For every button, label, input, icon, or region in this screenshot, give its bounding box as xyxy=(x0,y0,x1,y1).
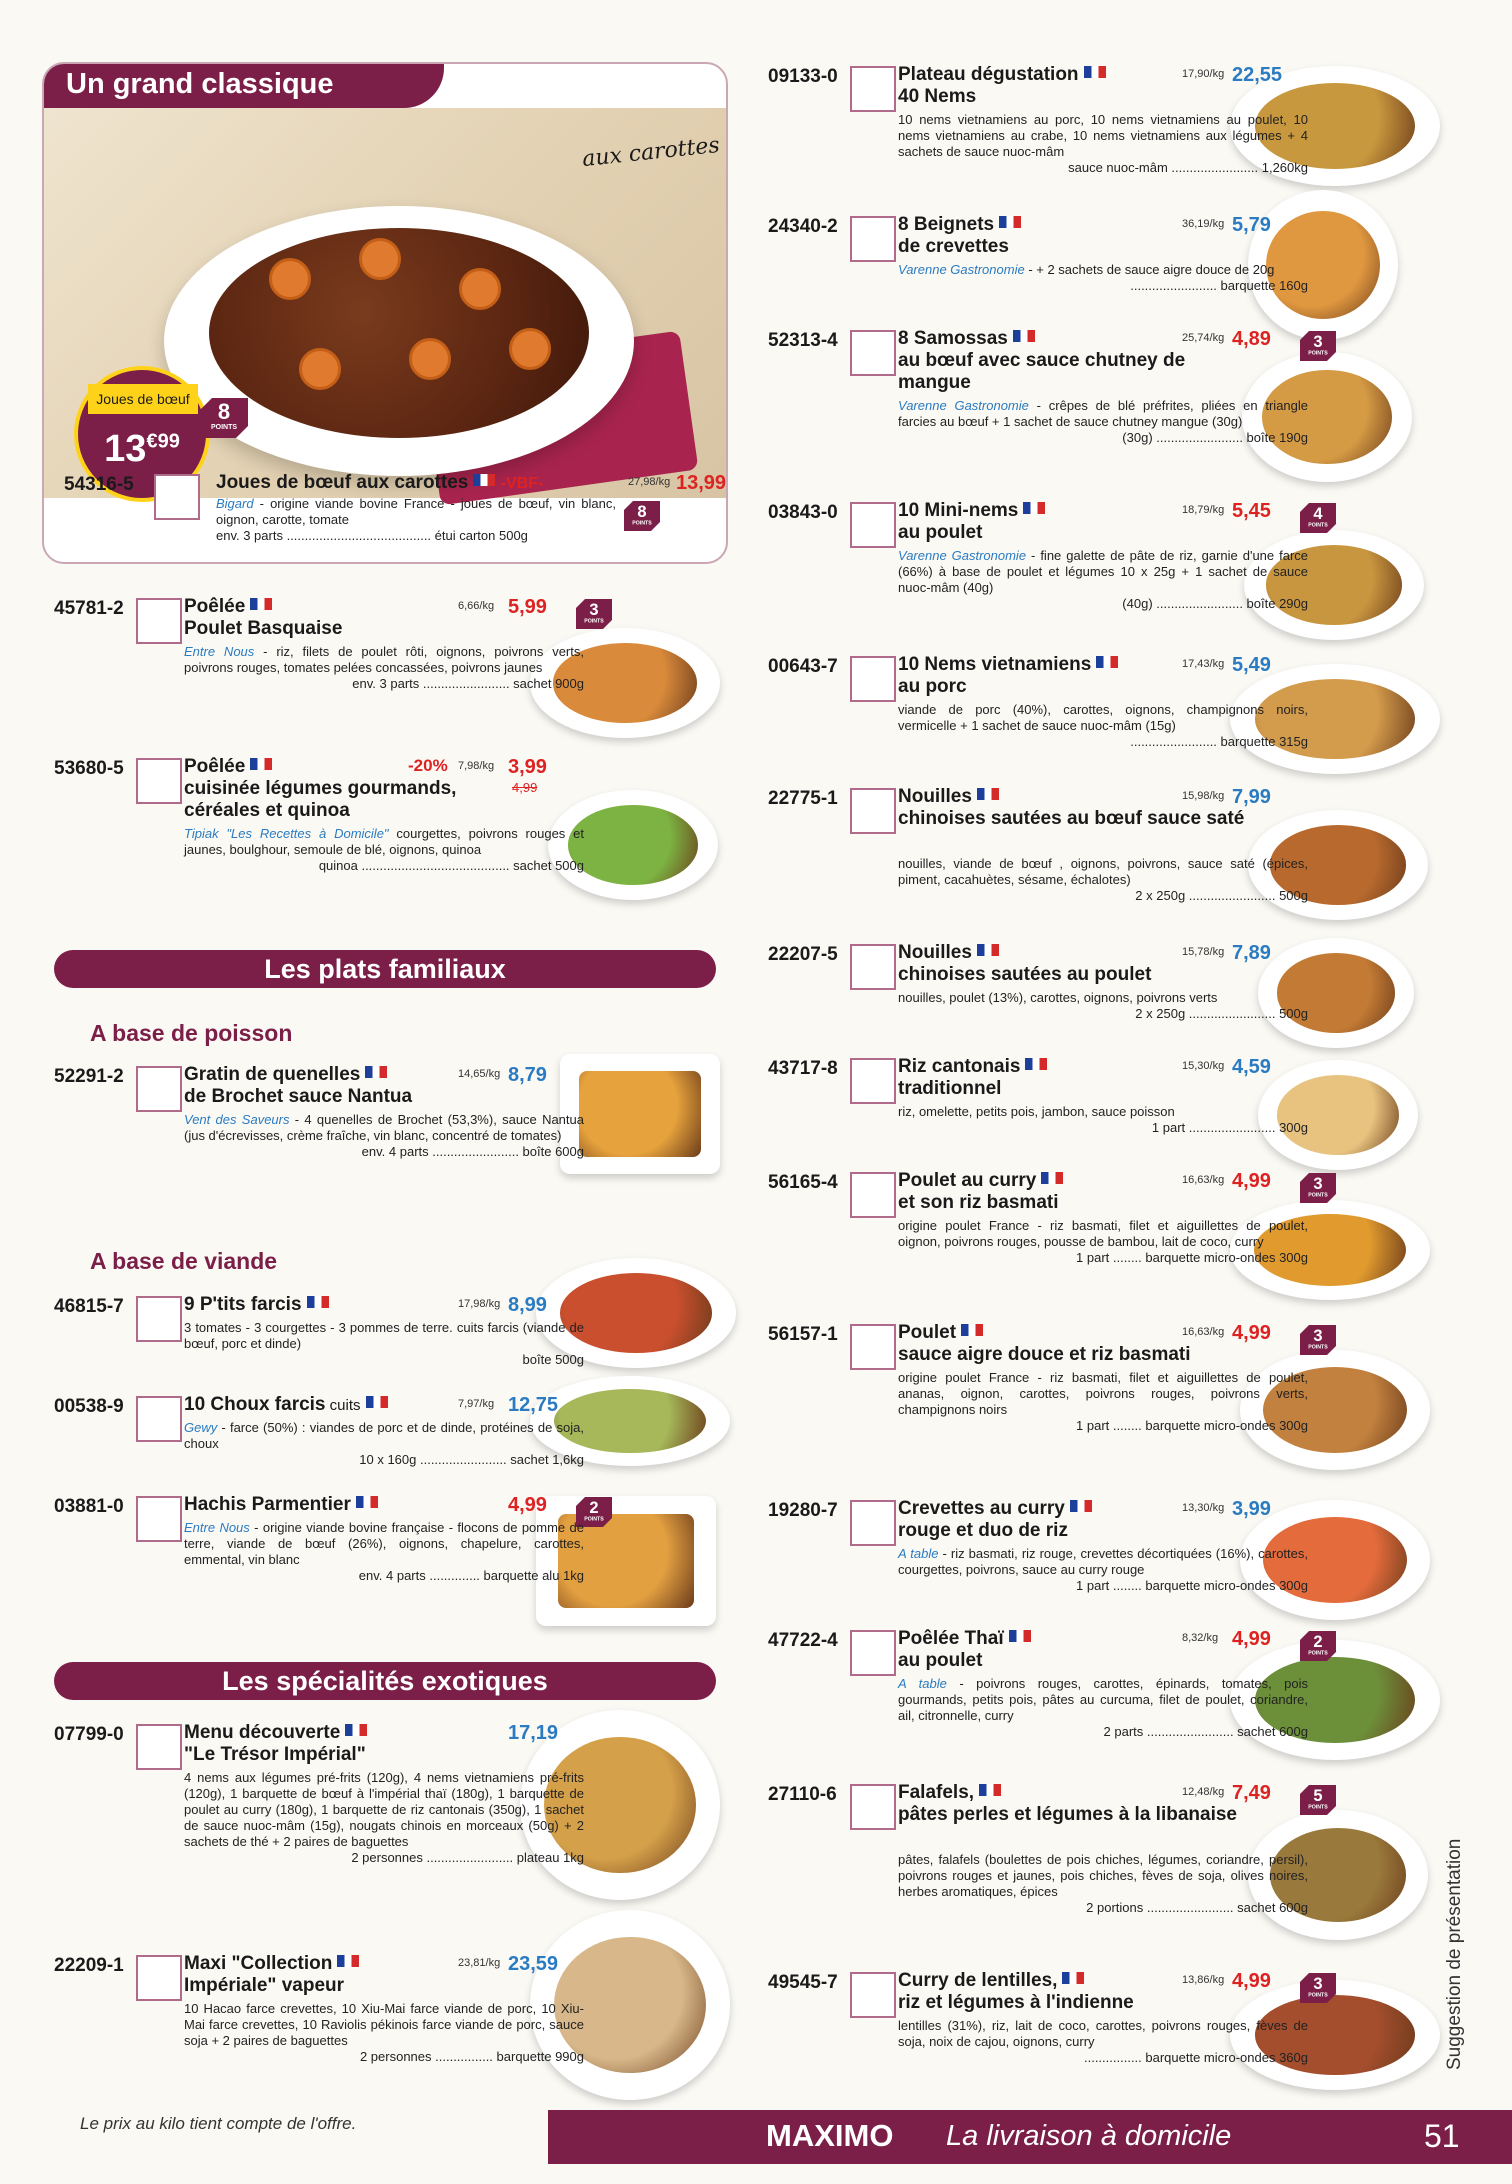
product-description: lentilles (31%), riz, lait de coco, carottes, poivrons rouges, fèves de soja, noix de cajou, oignons, curry ................ barquette micro-ondes 360g xyxy=(898,2018,1308,2065)
france-flag-icon xyxy=(366,1396,388,1408)
france-flag-icon xyxy=(356,1496,378,1508)
product-code: 47722-4 xyxy=(768,1630,838,1651)
product-price: 4,99 xyxy=(1232,1170,1271,1192)
product-price: 13,99 xyxy=(676,472,727,494)
france-flag-icon xyxy=(1070,1500,1092,1512)
hero-card xyxy=(42,62,728,564)
footnote: Le prix au kilo tient compte de l'offre. xyxy=(80,2114,357,2133)
product-name: 8 Samossas au bœuf avec sauce chutney de mangue xyxy=(898,328,1186,393)
price-per-kilo: 17,90/kg xyxy=(1182,68,1225,80)
product-name: 9 P'tits farcis xyxy=(184,1294,534,1316)
product-price: 5,45 xyxy=(1232,500,1271,522)
product-price: 4,89 xyxy=(1232,328,1271,350)
order-checkbox[interactable] xyxy=(850,788,896,834)
page-number: 51 xyxy=(1424,2118,1460,2154)
product-name: Poêlée Thaï au poulet xyxy=(898,1628,1258,1672)
product-photo xyxy=(560,1054,720,1174)
carrot-shape xyxy=(409,338,451,380)
price-per-kilo: 27,98/kg xyxy=(628,476,671,488)
subsection-poisson: A base de poisson xyxy=(90,1020,293,1046)
price-per-kilo: 13,86/kg xyxy=(1182,1974,1225,1986)
product-description: 4 nems aux légumes pré-frits (120g), 4 nems vietnamiens pré-frits (120g), 1 barquette de bœuf à l'impérial thaï (180g), 1 barquette de poulet au curry (180g), 1 barquette de riz cantonais (350g), 1 sachet de sauce nuoc-mâm (15g), nougats chinois en morceaux (50g) + 2 sachets de thé + 2 paires de baguettes 2 personnes ........................ plateau 1kg xyxy=(184,1770,584,1865)
product-name: Poulet au curry et son riz basmati xyxy=(898,1170,1258,1214)
product-code: 19280-7 xyxy=(768,1500,838,1521)
order-checkbox[interactable] xyxy=(136,1396,182,1442)
product-description: origine poulet France - riz basmati, filet et aiguillettes de poulet, ananas, oignon, carottes, poivrons rouges, poivrons verts, champignons noirs 1 part ........ barquette micro-ondes 300g xyxy=(898,1370,1308,1433)
order-checkbox[interactable] xyxy=(850,1784,896,1830)
section-specialites-exotiques: Les spécialités exotiques xyxy=(54,1662,716,1700)
france-flag-icon xyxy=(337,1955,359,1967)
product-code: 03843-0 xyxy=(768,502,838,523)
section-plats-familiaux: Les plats familiaux xyxy=(54,950,716,988)
product-code: 00643-7 xyxy=(768,656,838,677)
carrot-shape xyxy=(269,258,311,300)
product-price: 4,99 xyxy=(508,1494,547,1516)
footer-bar xyxy=(548,2110,1512,2164)
points-badge: 8 POINTS xyxy=(624,501,660,531)
product-code: 56165-4 xyxy=(768,1172,838,1193)
france-flag-icon xyxy=(961,1324,983,1336)
product-description: A table - riz basmati, riz rouge, crevettes décortiquées (16%), carottes, courgettes, poivrons, sauce au curry rouge 1 part ........ barquette micro-ondes 300g xyxy=(898,1546,1308,1593)
product-description: origine poulet France - riz basmati, filet et aiguillettes de poulet, oignon, poivrons rouges, pousse de bambou, lait de coco, curry 1 part ........ barquette micro-ondes 300g xyxy=(898,1218,1308,1265)
price-per-kilo: 7,97/kg xyxy=(458,1398,495,1410)
price-per-kilo: 25,74/kg xyxy=(1182,332,1225,344)
price-per-kilo: 16,63/kg xyxy=(1182,1326,1225,1338)
product-code: 46815-7 xyxy=(54,1296,124,1317)
points-badge: 3 POINTS xyxy=(1300,1325,1336,1355)
hero-price-tag: Joues de bœuf xyxy=(88,384,198,414)
hero-points-badge: 8 POINTS xyxy=(200,398,248,438)
france-flag-icon xyxy=(473,474,495,486)
order-checkbox[interactable] xyxy=(136,1724,182,1770)
product-name: Hachis Parmentier xyxy=(184,1494,534,1516)
france-flag-icon xyxy=(365,1066,387,1078)
france-flag-icon xyxy=(1009,1630,1031,1642)
product-name: 8 Beignets de crevettes xyxy=(898,214,1258,258)
order-checkbox[interactable] xyxy=(136,1296,182,1342)
product-price: 7,99 xyxy=(1232,786,1271,808)
price-per-kilo: 12,48/kg xyxy=(1182,1786,1225,1798)
product-description: Varenne Gastronomie - fine galette de pâte de riz, garnie d'une farce (66%) à base de poulet et légumes 10 x 25g + 1 sachet de sauce nuoc-mâm (40g) (40g) ........................ boîte 290g xyxy=(898,548,1309,611)
product-description: Entre Nous - riz, filets de poulet rôti, oignons, poivrons verts, poivrons rouges, tomates pelées concassées, poivrons jaunes env. 3 parts ........................ sachet 900g xyxy=(184,644,584,691)
price-per-kilo: 17,43/kg xyxy=(1182,658,1225,670)
order-checkbox[interactable] xyxy=(850,216,896,262)
product-name: Nouilles chinoises sautées au bœuf sauce saté xyxy=(898,786,1245,829)
product-price: 3,99 xyxy=(508,756,547,778)
france-flag-icon xyxy=(307,1296,329,1308)
product-code: 27110-6 xyxy=(768,1784,837,1805)
order-checkbox[interactable] xyxy=(850,1058,896,1104)
footer-brand: MAXIMO xyxy=(766,2118,894,2153)
product-description: 3 tomates - 3 courgettes - 3 pommes de terre. cuits farcis (viande de bœuf, porc et dinde) boîte 500g xyxy=(184,1320,584,1367)
product-description: nouilles, viande de bœuf , oignons, poivrons, sauce saté (épices, piment, cacahuètes, sésame, échalotes) 2 x 250g ........................ 500g xyxy=(898,856,1308,903)
france-flag-icon xyxy=(1096,656,1118,668)
carrot-shape xyxy=(299,348,341,390)
order-checkbox[interactable] xyxy=(850,1500,896,1546)
product-description: nouilles, poulet (13%), carottes, oignons, poivrons verts 2 x 250g ........................ 500g xyxy=(898,990,1308,1021)
price-per-kilo: 18,79/kg xyxy=(1182,504,1225,516)
product-name: 10 Choux farcis cuits xyxy=(184,1394,534,1417)
product-price: 5,49 xyxy=(1232,654,1271,676)
product-name: Poêlée cuisinée légumes gourmands, céréales et quinoa xyxy=(184,756,457,821)
order-checkbox[interactable] xyxy=(850,656,896,702)
product-price: 22,55 xyxy=(1232,64,1283,86)
product-name: Curry de lentilles, riz et légumes à l'indienne xyxy=(898,1970,1134,2013)
product-name: Nouilles chinoises sautées au poulet xyxy=(898,942,1152,985)
product-code: 49545-7 xyxy=(768,1972,838,1993)
subsection-viande: A base de viande xyxy=(90,1248,278,1274)
product-name: Plateau dégustation 40 Nems xyxy=(898,64,1258,108)
price-per-kilo: 6,66/kg xyxy=(458,600,495,612)
order-checkbox[interactable] xyxy=(850,944,896,990)
points-badge: 4 POINTS xyxy=(1300,503,1336,533)
price-per-kilo: 7,98/kg xyxy=(458,760,495,772)
product-name: Riz cantonais traditionnel xyxy=(898,1056,1258,1100)
france-flag-icon xyxy=(1025,1058,1047,1070)
france-flag-icon xyxy=(1041,1172,1063,1184)
france-flag-icon xyxy=(250,758,272,770)
product-code: 54316-5 xyxy=(64,474,134,495)
product-description: Varenne Gastronomie - crêpes de blé préfrites, pliées en triangle farcies au bœuf + 1 sachet de sauce chutney mangue (30g) (30g) ........................ boîte 190g xyxy=(898,398,1309,445)
order-checkbox[interactable] xyxy=(136,758,182,804)
france-flag-icon xyxy=(1084,66,1106,78)
price-per-kilo: 17,98/kg xyxy=(458,1298,501,1310)
product-code: 52313-4 xyxy=(768,330,838,351)
product-description: pâtes, falafels (boulettes de pois chiches, légumes, coriandre, persil), poivrons rouges et jaunes, pois chiches, fèves de soja, olives noires, herbes aromatiques, épices 2 portions ........................ sachet 600g xyxy=(898,1852,1308,1915)
product-code: 07799-0 xyxy=(54,1724,124,1745)
price-per-kilo: 13,30/kg xyxy=(1182,1502,1225,1514)
product-name: 10 Mini-nems au poulet xyxy=(898,500,1258,544)
price-per-kilo: 15,30/kg xyxy=(1182,1060,1225,1072)
product-code: 09133-0 xyxy=(768,66,838,87)
product-description: 10 nems vietnamiens au porc, 10 nems vietnamiens au poulet, 10 nems vietnamiens au crabe, 10 nems vietnamiens aux légumes + 4 sachets de sauce nuoc-mâm sauce nuoc-mâm ........................ 1,260kg xyxy=(898,112,1308,175)
france-flag-icon xyxy=(345,1724,367,1736)
old-price: 4,99 xyxy=(512,780,538,795)
carrot-shape xyxy=(509,328,551,370)
france-flag-icon xyxy=(979,1784,1001,1796)
product-code: 52291-2 xyxy=(54,1066,124,1087)
order-checkbox[interactable] xyxy=(136,1955,182,2001)
order-checkbox[interactable] xyxy=(850,1972,896,2018)
product-name: Poêlée Poulet Basquaise xyxy=(184,596,343,639)
product-description: A table - poivrons rouges, carottes, épinards, tomates, pois gourmands, petits pois, pâtes au curcuma, filet de poulet, coriandre, ail, citronnelle, curry 2 parts ........................ sachet 600g xyxy=(898,1676,1308,1739)
points-badge: 3 POINTS xyxy=(1300,331,1336,361)
product-price: 12,75 xyxy=(508,1394,559,1416)
product-description: riz, omelette, petits pois, jambon, sauce poisson 1 part ........................ 300g xyxy=(898,1104,1308,1135)
product-price: 17,19 xyxy=(508,1722,559,1744)
price-per-kilo: 36,19/kg xyxy=(1182,218,1225,230)
points-badge: 3 POINTS xyxy=(576,599,612,629)
product-price: 4,99 xyxy=(1232,1322,1271,1344)
order-checkbox[interactable] xyxy=(850,1172,896,1218)
product-description: 10 Hacao farce crevettes, 10 Xiu-Mai farce viande de porc, 10 Xiu-Mai farce crevettes, 10 Raviolis pékinois farce viande de porc, sauce soja + 2 paires de baguettes 2 personnes ................ barquette 990g xyxy=(184,2001,584,2064)
product-description: Gewy - farce (50%) : viandes de porc et de dinde, protéines de soja, choux 10 x 160g ........................ sachet 1,6kg xyxy=(184,1420,584,1467)
points-badge: 3 POINTS xyxy=(1300,1973,1336,2003)
product-code: 22775-1 xyxy=(768,788,838,809)
product-code: 24340-2 xyxy=(768,216,838,237)
product-description: Bigard - origine viande bovine France - joues de bœuf, vin blanc, oignon, carotte, tomate env. 3 parts ........................................ étui carton 500g xyxy=(216,496,616,543)
product-code: 22207-5 xyxy=(768,944,838,965)
price-per-kilo: 15,98/kg xyxy=(1182,790,1225,802)
footer-tagline: La livraison à domicile xyxy=(946,2120,1232,2152)
product-code: 53680-5 xyxy=(54,758,124,779)
points-badge: 2 POINTS xyxy=(576,1497,612,1527)
order-checkbox[interactable] xyxy=(850,330,896,376)
product-price: 23,59 xyxy=(508,1953,559,1975)
product-code: 03881-0 xyxy=(54,1496,124,1517)
order-checkbox[interactable] xyxy=(850,1324,896,1370)
france-flag-icon xyxy=(977,944,999,956)
carrot-shape xyxy=(359,238,401,280)
product-name: Crevettes au curry rouge et duo de riz xyxy=(898,1498,1258,1542)
product-price: 4,59 xyxy=(1232,1056,1271,1078)
france-flag-icon xyxy=(250,598,272,610)
price-per-kilo: 14,65/kg xyxy=(458,1068,501,1080)
product-description: viande de porc (40%), carottes, oignons, champignons noirs, vermicelle + 1 sachet de sauce nuoc-mâm (15g) ........................ barquette 315g xyxy=(898,702,1308,749)
product-code: 56157-1 xyxy=(768,1324,838,1345)
carrot-shape xyxy=(459,268,501,310)
product-name: Joues de bœuf aux carottes -VBF- xyxy=(216,472,544,493)
order-checkbox[interactable] xyxy=(850,66,896,112)
price-per-kilo: 23,81/kg xyxy=(458,1957,501,1969)
product-description: Vent des Saveurs - 4 quenelles de Brochet (53,3%), sauce Nantua (jus d'écrevisses, crème fraîche, vin blanc, concentré de tomates) env. 4 parts ........................ boîte 600g xyxy=(184,1112,584,1159)
product-name: Gratin de quenelles de Brochet sauce Nantua xyxy=(184,1064,413,1107)
france-flag-icon xyxy=(1023,502,1045,514)
stew-image xyxy=(209,228,589,438)
product-code: 43717-8 xyxy=(768,1058,838,1079)
product-name: Maxi "Collection Impériale" vapeur xyxy=(184,1953,534,1997)
order-checkbox[interactable] xyxy=(136,598,182,644)
product-price: 8,99 xyxy=(508,1294,547,1316)
product-price: 3,99 xyxy=(1232,1498,1271,1520)
price-per-kilo: 16,63/kg xyxy=(1182,1174,1225,1186)
order-checkbox[interactable] xyxy=(850,502,896,548)
price-per-kilo: 8,32/kg xyxy=(1182,1632,1219,1644)
product-name: Falafels, pâtes perles et légumes à la libanaise xyxy=(898,1782,1237,1825)
product-name: Poulet sauce aigre douce et riz basmati xyxy=(898,1322,1191,1365)
product-description: Tipiak "Les Recettes à Domicile" courgettes, poivrons rouges et jaunes, boulghour, semoule de blé, oignons, quinoa quinoa ......................................... sachet 500g xyxy=(184,826,584,873)
product-price: 5,79 xyxy=(1232,214,1271,236)
points-badge: 2 POINTS xyxy=(1300,1631,1336,1661)
product-code: 45781-2 xyxy=(54,598,124,619)
hero-photo xyxy=(44,108,728,498)
points-badge: 5 POINTS xyxy=(1300,1785,1336,1815)
vertical-note: Suggestion de présentation xyxy=(1444,1838,1465,2070)
product-price: 8,79 xyxy=(508,1064,547,1086)
product-price: 5,99 xyxy=(508,596,547,618)
product-price: 7,49 xyxy=(1232,1782,1271,1804)
hero-title: Un grand classique xyxy=(66,68,334,100)
price-per-kilo: 15,78/kg xyxy=(1182,946,1225,958)
product-description: Entre Nous - origine viande bovine française - flocons de pomme de terre, viande de bœuf (26%), oignons, chapelure, carottes, emmental, vin blanc env. 4 parts .............. barquette alu 1kg xyxy=(184,1520,584,1583)
hero-script-text: aux carottes xyxy=(581,132,721,173)
product-price: 7,89 xyxy=(1232,942,1271,964)
order-checkbox[interactable] xyxy=(136,1066,182,1112)
product-code: 00538-9 xyxy=(54,1396,124,1417)
product-code: 22209-1 xyxy=(54,1955,124,1976)
product-name: Menu découverte "Le Trésor Impérial" xyxy=(184,1722,366,1765)
points-badge: 3 POINTS xyxy=(1300,1173,1336,1203)
france-flag-icon xyxy=(1062,1972,1084,1984)
hero-banner xyxy=(44,64,444,108)
product-price: 4,99 xyxy=(1232,1970,1271,1992)
france-flag-icon xyxy=(977,788,999,800)
product-price: 4,99 xyxy=(1232,1628,1271,1650)
product-description: Varenne Gastronomie - + 2 sachets de sauce aigre douce de 20g ........................ barquette 160g xyxy=(898,262,1308,293)
france-flag-icon xyxy=(1013,330,1035,342)
order-checkbox[interactable] xyxy=(850,1630,896,1676)
france-flag-icon xyxy=(999,216,1021,228)
order-checkbox[interactable] xyxy=(154,474,200,520)
hero-price-value: $13^{€99}$ xyxy=(104,428,180,470)
order-checkbox[interactable] xyxy=(136,1496,182,1542)
promo-badge: -20% xyxy=(408,756,448,775)
product-name: 10 Nems vietnamiens au porc xyxy=(898,654,1258,698)
